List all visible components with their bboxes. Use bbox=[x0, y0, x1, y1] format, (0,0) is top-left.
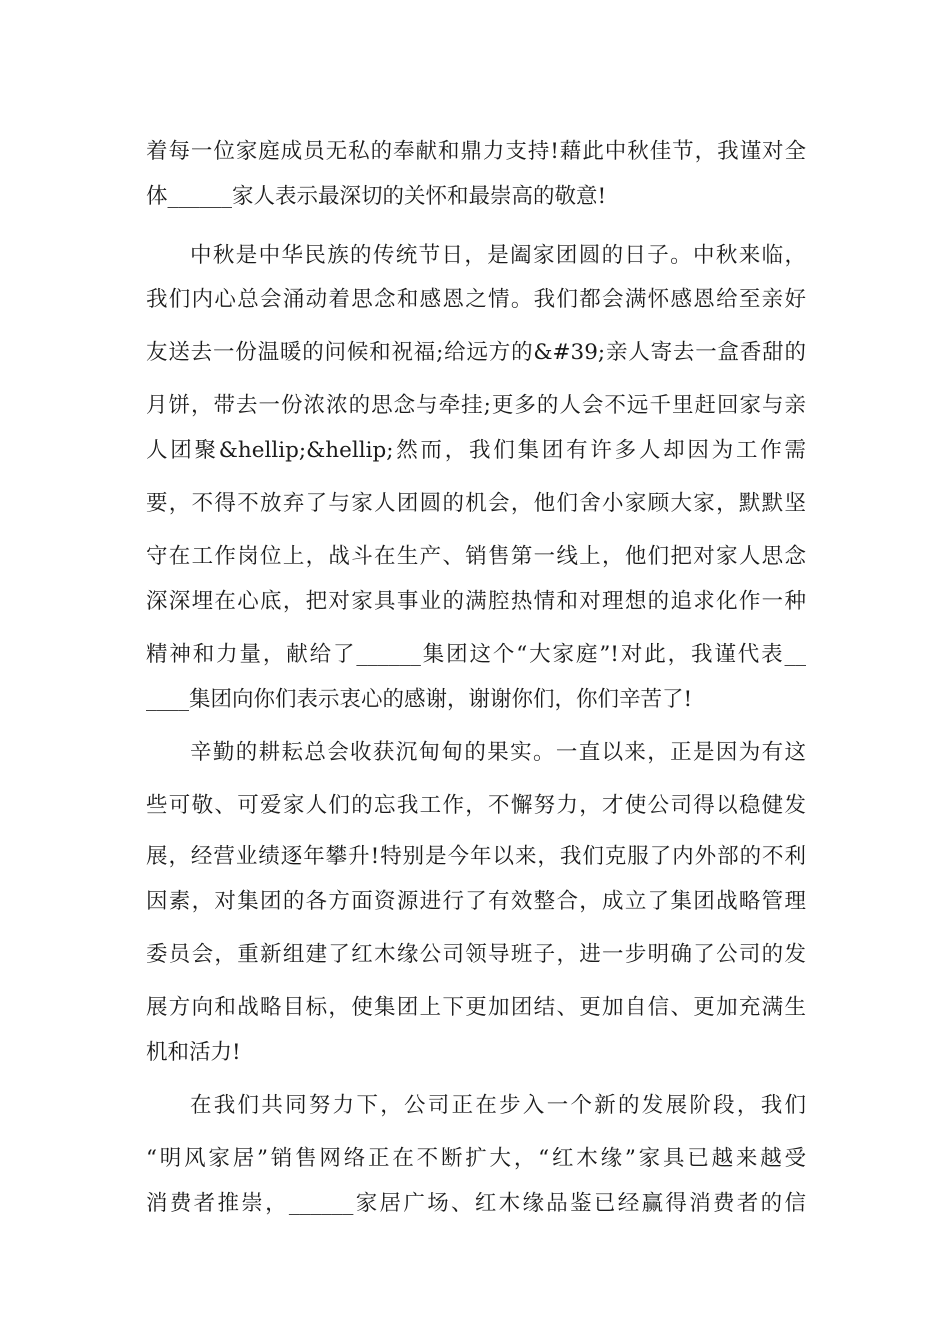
text-line: “明风家居”销售网络正在不断扩大，“红木缘”家具已越来越受 bbox=[146, 1146, 806, 1171]
text-line: 人团聚&hellip;&hellip;然而，我们集团有许多人却因为工作需 bbox=[146, 438, 806, 463]
text-line: 委员会，重新组建了红木缘公司领导班子，进一步明确了公司的发 bbox=[146, 942, 806, 967]
text-line: 因素，对集团的各方面资源进行了有效整合，成立了集团战略管理 bbox=[146, 889, 806, 914]
text-line: ____集团向你们表示衷心的感谢，谢谢你们，你们辛苦了! bbox=[146, 687, 693, 712]
text-line: 友送去一份温暖的问候和祝福;给远方的&#39;亲人寄去一盒香甜的 bbox=[146, 340, 806, 365]
text-line: 展，经营业绩逐年攀升!特别是今年以来，我们克服了内外部的不利 bbox=[146, 844, 806, 869]
text-line: 些可敬、可爱家人们的忘我工作，不懈努力，才使公司得以稳健发 bbox=[146, 793, 806, 818]
text-line: 守在工作岗位上，战斗在生产、销售第一线上，他们把对家人思念 bbox=[146, 544, 806, 569]
text-line: 在我们共同努力下，公司正在步入一个新的发展阶段，我们 bbox=[190, 1093, 806, 1118]
text-line: 展方向和战略目标，使集团上下更加团结、更加自信、更加充满生 bbox=[146, 995, 806, 1020]
text-line: 月饼，带去一份浓浓的思念与牵挂;更多的人会不远千里赶回家与亲 bbox=[146, 393, 806, 418]
text-line: 辛勤的耕耘总会收获沉甸甸的果实。一直以来，正是因为有这 bbox=[190, 740, 806, 765]
text-line: 中秋是中华民族的传统节日，是阖家团圆的日子。中秋来临， bbox=[190, 243, 806, 268]
text-line: 我们内心总会涌动着思念和感恩之情。我们都会满怀感恩给至亲好 bbox=[146, 287, 806, 312]
text-line: 体______家人表示最深切的关怀和最崇高的敬意! bbox=[146, 184, 607, 209]
text-line: 深深埋在心底，把对家具事业的满腔热情和对理想的追求化作一种 bbox=[146, 589, 806, 614]
text-line: 要，不得不放弃了与家人团圆的机会，他们舍小家顾大家，默默坚 bbox=[146, 491, 806, 516]
text-line: 着每一位家庭成员无私的奉献和鼎力支持!藉此中秋佳节，我谨对全 bbox=[146, 139, 806, 164]
text-line: 机和活力! bbox=[146, 1040, 241, 1065]
text-line: 消费者推崇，______家居广场、红木缘品鉴已经赢得消费者的信 bbox=[146, 1191, 806, 1216]
text-line: 精神和力量，献给了______集团这个“大家庭”!对此，我谨代表__ bbox=[146, 642, 806, 667]
